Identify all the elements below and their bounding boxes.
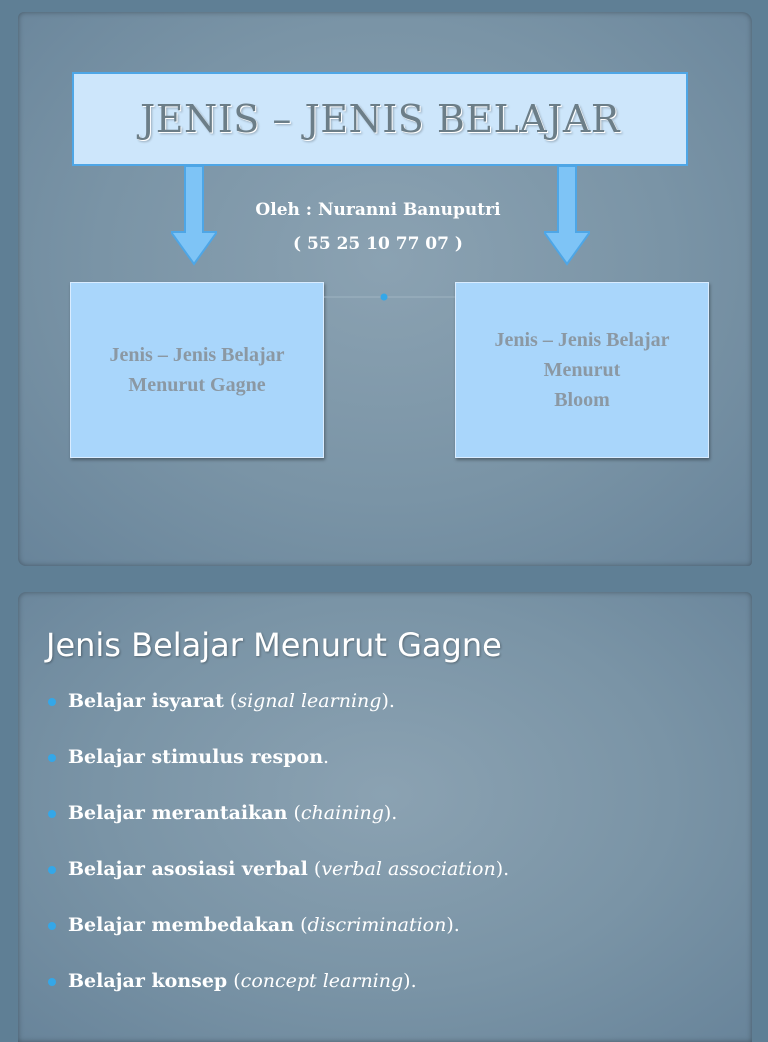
list-item: [46, 858, 509, 914]
item-punct: (: [294, 914, 308, 936]
item-punct: .: [323, 746, 330, 768]
box-bloom: [455, 282, 709, 458]
item-italic: concept learning: [240, 970, 404, 992]
list-item: [46, 746, 509, 802]
item-italic: signal learning: [237, 690, 382, 712]
item-punct: ).: [381, 690, 395, 712]
slide-2-heading: Jenis Belajar Menurut Gagne: [46, 626, 502, 664]
connector-line: [324, 292, 456, 302]
bullet-list: [46, 690, 509, 1026]
list-item: [46, 690, 509, 746]
item-punct: (: [287, 802, 301, 824]
title-box: [72, 72, 688, 166]
bullet-dot-icon: [48, 698, 56, 706]
item-bold: Belajar isyarat: [68, 690, 224, 712]
list-item: [46, 970, 509, 1026]
item-punct: (: [223, 690, 238, 712]
item-bold: Belajar merantaikan: [68, 802, 288, 824]
item-punct: ).: [495, 858, 510, 880]
slide-title: JENIS – JENIS BELAJAR: [140, 97, 620, 141]
item-italic: discrimination: [307, 914, 447, 936]
item-italic: verbal association: [321, 858, 496, 880]
list-item: [46, 802, 509, 858]
slide-1: [18, 12, 752, 566]
item-bold: Belajar konsep: [68, 970, 228, 992]
slide-2: [18, 592, 752, 1042]
bullet-dot-icon: [48, 754, 56, 762]
item-punct: ).: [403, 970, 417, 992]
author-name: Oleh : Nuranni Banuputri: [255, 200, 501, 220]
bullet-dot-icon: [48, 922, 56, 930]
box-gagne-line-1: Jenis – Jenis Belajar: [109, 344, 285, 366]
item-punct: ).: [383, 802, 398, 824]
item-punct: ).: [446, 914, 460, 936]
bullet-dot-icon: [48, 810, 56, 818]
item-punct: (: [227, 970, 241, 992]
bullet-dot-icon: [48, 978, 56, 986]
box-gagne-line-2: Menurut Gagne: [128, 374, 266, 396]
bullet-dot-icon: [48, 866, 56, 874]
box-bloom-line-2: Menurut: [543, 359, 621, 381]
item-italic: chaining: [300, 802, 384, 824]
item-bold: Belajar membedakan: [68, 914, 295, 936]
list-item: [46, 914, 509, 970]
box-gagne: [70, 282, 324, 458]
author-id: ( 55 25 10 77 07 ): [293, 234, 463, 254]
item-bold: Belajar asosiasi verbal: [68, 858, 308, 880]
item-bold: Belajar stimulus respon: [68, 746, 324, 768]
item-punct: (: [307, 858, 322, 880]
box-bloom-line-3: Bloom: [554, 389, 610, 411]
box-bloom-line-1: Jenis – Jenis Belajar: [494, 329, 670, 351]
